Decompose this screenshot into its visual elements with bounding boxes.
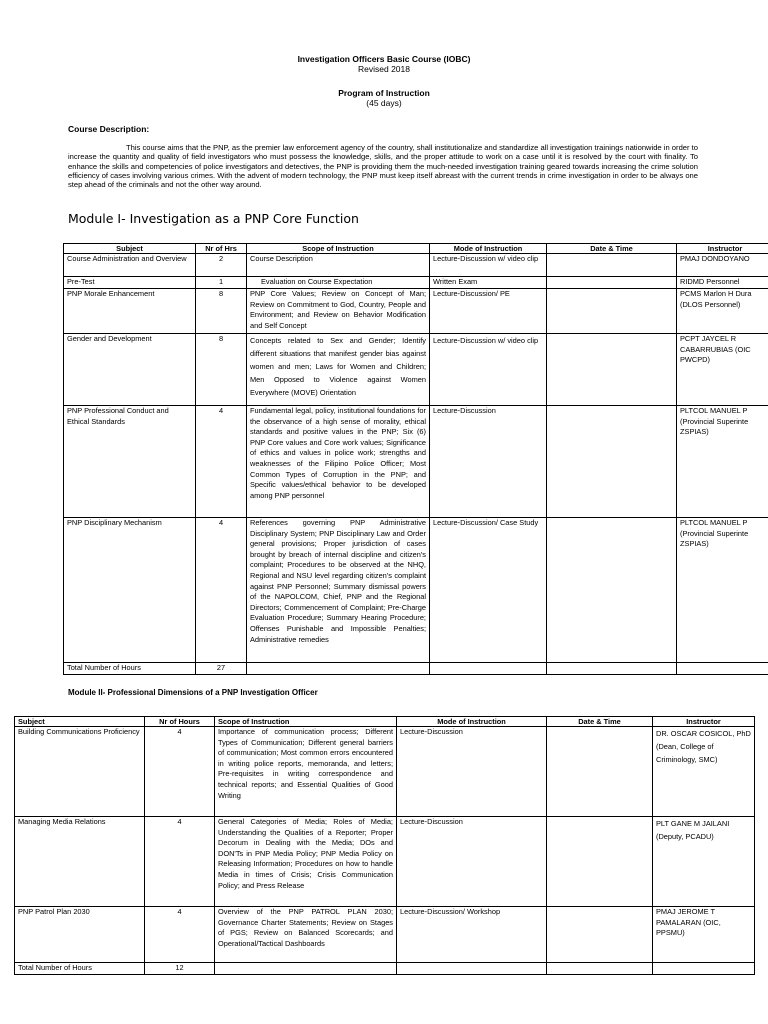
table-row <box>15 817 755 907</box>
empty-cell <box>397 963 547 975</box>
cell-instructor: PMAJ JEROME T PAMALARAN (OIC, PPSMU) <box>653 907 755 963</box>
col-mode: Mode of Instruction <box>430 244 547 254</box>
cell-mode: Lecture-Discussion/ Workshop <box>397 907 547 963</box>
program-title: Program of Instruction <box>338 88 430 98</box>
total-row <box>64 663 768 675</box>
cell-subject: Course Administration and Overview <box>64 254 196 277</box>
cell-hours: 8 <box>196 289 247 334</box>
course-title: Investigation Officers Basic Course (IOBC) <box>297 54 471 64</box>
cell-scope: General Categories of Media; Roles of Media; Understanding the Qualities of a Reporter; Proper Decorum in Dealing with the Media; DOs and DON'Ts in PNP Media Policy; PNP Media Policy on Releasing Information; Procedures on how to handle Media in times of Crisis; Crisis Communication Policy; and Press Release <box>215 817 397 907</box>
empty-cell <box>215 963 397 975</box>
cell-subject: PNP Morale Enhancement <box>64 289 196 334</box>
cell-scope: Fundamental legal, policy, institutional foundations for the observance of a high sense of morality, ethical standards and positive values in the PNP; Six (6) PNP Core values and Core work values; Significance of ethics and values in police work; strengths and weaknesses of the Filipino Police Officer; Most Common Types of Corruption in the PNP; and Specific values/ethical behavior to be developed among PNP personnel <box>247 406 430 518</box>
col-mode: Mode of Instruction <box>397 717 547 727</box>
cell-date <box>547 727 653 817</box>
empty-cell <box>547 963 653 975</box>
cell-subject: PNP Patrol Plan 2030 <box>15 907 145 963</box>
col-date: Date & Time <box>547 244 677 254</box>
col-instructor: Instructor <box>653 717 755 727</box>
module2-table <box>14 716 755 975</box>
empty-cell <box>677 663 768 675</box>
revised-label: Revised 2018 <box>358 64 410 74</box>
cell-date <box>547 277 677 289</box>
table-header-row <box>15 717 755 727</box>
empty-cell <box>653 963 755 975</box>
cell-mode: Lecture-Discussion <box>430 406 547 518</box>
cell-instructor: PLT GANE M JAILANI (Deputy, PCADU) <box>653 817 755 907</box>
table-row <box>64 518 768 663</box>
cell-hours: 4 <box>145 727 215 817</box>
cell-instructor: PLTCOL MANUEL P (Provincial Superinte ZSPIAS) <box>677 518 768 663</box>
course-description-label: Course Description: <box>68 124 150 134</box>
cell-instructor: PLTCOL MANUEL P (Provincial Superinte ZSPIAS) <box>677 406 768 518</box>
cell-scope: Course Description <box>247 254 430 277</box>
total-row <box>15 963 755 975</box>
col-hours: Nr of Hours <box>145 717 215 727</box>
cell-hours: 2 <box>196 254 247 277</box>
cell-mode: Lecture-Discussion <box>397 817 547 907</box>
cell-date <box>547 254 677 277</box>
cell-subject: Managing Media Relations <box>15 817 145 907</box>
total-hours: 27 <box>196 663 247 675</box>
table-row <box>15 727 755 817</box>
cell-mode: Lecture-Discussion w/ video clip <box>430 334 547 406</box>
col-scope: Scope of Instruction <box>215 717 397 727</box>
cell-scope: Importance of communication process; Different Types of Communication; Different general barriers of communication; Most common errors encountered in writing police reports, memoranda, and letters; Pre-requisites in writing correspondence and technical reports; and Essential Qualities of Good Writing <box>215 727 397 817</box>
cell-date <box>547 518 677 663</box>
empty-cell <box>430 663 547 675</box>
cell-subject: Pre-Test <box>64 277 196 289</box>
cell-hours: 4 <box>196 406 247 518</box>
col-date: Date & Time <box>547 717 653 727</box>
cell-subject: PNP Professional Conduct and Ethical Standards <box>64 406 196 518</box>
cell-hours: 4 <box>196 518 247 663</box>
total-label: Total Number of Hours <box>15 963 145 975</box>
col-scope: Scope of Instruction <box>247 244 430 254</box>
cell-hours: 4 <box>145 907 215 963</box>
table-row <box>64 277 768 289</box>
col-subject: Subject <box>64 244 196 254</box>
cell-instructor: PMAJ DONDOYANO <box>677 254 768 277</box>
cell-date <box>547 817 653 907</box>
col-hours: Nr of Hrs <box>196 244 247 254</box>
table-row <box>64 334 768 406</box>
col-subject: Subject <box>15 717 145 727</box>
col-instructor: Instructor <box>677 244 768 254</box>
cell-mode: Lecture-Discussion w/ video clip <box>430 254 547 277</box>
duration-label: (45 days) <box>366 98 402 108</box>
table-row <box>64 289 768 334</box>
cell-scope: PNP Core Values; Review on Concept of Man; Review on Commitment to God, Country, People and Environment; and Review on Behavior Modification and Self Concept <box>247 289 430 334</box>
module1-title: Module I- Investigation as a PNP Core Function <box>68 211 359 226</box>
cell-date <box>547 334 677 406</box>
table-row <box>64 254 768 277</box>
cell-instructor: RIDMD Personnel <box>677 277 768 289</box>
cell-mode: Lecture-Discussion/ PE <box>430 289 547 334</box>
table-row <box>15 907 755 963</box>
cell-instructor: DR. OSCAR COSICOL, PhD (Dean, College of Criminology, SMC) <box>653 727 755 817</box>
cell-date <box>547 907 653 963</box>
cell-hours: 1 <box>196 277 247 289</box>
module2-title: Module II- Professional Dimensions of a PNP Investigation Officer <box>68 688 318 697</box>
cell-mode: Lecture-Discussion <box>397 727 547 817</box>
cell-mode: Written Exam <box>430 277 547 289</box>
cell-hours: 4 <box>145 817 215 907</box>
cell-subject: Gender and Development <box>64 334 196 406</box>
table-header-row <box>64 244 768 254</box>
cell-scope: References governing PNP Administrative Disciplinary System; PNP Disciplinary Law and Order general provisions; Proper jurisdiction of cases brought by breach of internal discipline and citizen's complaint; Procedures to be observed at the NHQ, Regional and NSU level regarding citizen's complaint against PNP Personnel; Summary dismissal powers of the NAPOLCOM, Chief, PNP and the Regional Directors; Commencement of Complaint; Pre-Charge Evaluation Procedure; Summary Hearing Procedure; Offenses Punishable and Impossible Penalties; Administrative remedies <box>247 518 430 663</box>
module1-table <box>63 243 768 675</box>
cell-subject: PNP Disciplinary Mechanism <box>64 518 196 663</box>
cell-hours: 8 <box>196 334 247 406</box>
empty-cell <box>547 663 677 675</box>
cell-date <box>547 406 677 518</box>
cell-mode: Lecture-Discussion/ Case Study <box>430 518 547 663</box>
total-label: Total Number of Hours <box>64 663 196 675</box>
cell-subject: Building Communications Proficiency <box>15 727 145 817</box>
cell-instructor: PCMS Marlon H Dura (DLOS Personnel) <box>677 289 768 334</box>
cell-scope: Evaluation on Course Expectation <box>247 277 430 289</box>
cell-scope: Concepts related to Sex and Gender; Identify different situations that manifest gender bias against women and men; Laws for Women and Children; Men Opposed to Violence against Women Everywhere (MOVE) Orientation <box>247 334 430 406</box>
cell-instructor: PCPT JAYCEL R CABARRUBIAS (OIC PWCPD) <box>677 334 768 406</box>
cell-scope: Overview of the PNP PATROL PLAN 2030; Governance Charter Statements; Review on Stages of PGS; Review on Balanced Scorecards; and Operational/Tactical Dashboards <box>215 907 397 963</box>
cell-date <box>547 289 677 334</box>
empty-cell <box>247 663 430 675</box>
course-description-text: This course aims that the PNP, as the premier law enforcement agency of the country, shall institutionalize and standardize all investigation trainings nationwide in order to increase the quantity and quality of field investigators who must possess the knowledge, skills, and the proper attitude to work on a case until it is resolved by the court with finality. To enhance the skills and competencies of police investigators and detectives, the PNP is providing them the much-needed investigation training geared towards increasing the crime solution efficiency of cases involving various crimes. With the advent of modern technology, the PNP must keep itself abreast with the current trends in crime investigation in order to be always one step ahead of the criminals and not the other way around. <box>68 143 698 190</box>
total-hours: 12 <box>145 963 215 975</box>
table-row <box>64 406 768 518</box>
